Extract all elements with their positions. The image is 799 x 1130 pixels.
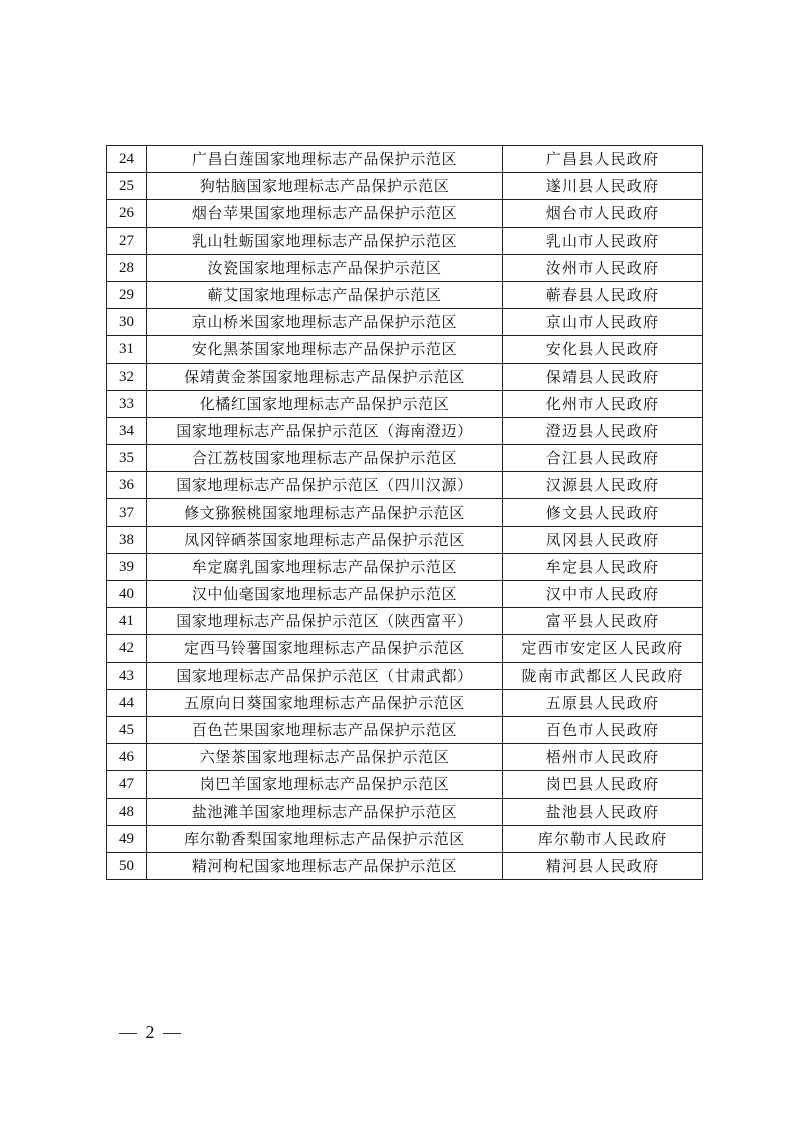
government-name: 澄迈县人民政府 bbox=[503, 417, 703, 444]
table-row bbox=[107, 662, 703, 689]
table-row bbox=[107, 744, 703, 771]
table-row bbox=[107, 281, 703, 308]
table-row bbox=[107, 336, 703, 363]
row-number: 35 bbox=[107, 445, 147, 472]
government-name: 广昌县人民政府 bbox=[503, 146, 703, 173]
row-number: 49 bbox=[107, 825, 147, 852]
row-number: 36 bbox=[107, 472, 147, 499]
table-row bbox=[107, 472, 703, 499]
government-name: 岗巴县人民政府 bbox=[503, 771, 703, 798]
zone-name: 合江荔枝国家地理标志产品保护示范区 bbox=[147, 445, 503, 472]
zone-name: 乳山牡蛎国家地理标志产品保护示范区 bbox=[147, 227, 503, 254]
zone-name: 保靖黄金茶国家地理标志产品保护示范区 bbox=[147, 363, 503, 390]
zone-name: 烟台苹果国家地理标志产品保护示范区 bbox=[147, 200, 503, 227]
row-number: 24 bbox=[107, 146, 147, 173]
government-name: 烟台市人民政府 bbox=[503, 200, 703, 227]
row-number: 39 bbox=[107, 553, 147, 580]
table-row bbox=[107, 771, 703, 798]
government-name: 乳山市人民政府 bbox=[503, 227, 703, 254]
row-number: 50 bbox=[107, 852, 147, 879]
table-row bbox=[107, 635, 703, 662]
zone-name: 化橘红国家地理标志产品保护示范区 bbox=[147, 390, 503, 417]
page-number: — 2 — bbox=[119, 1022, 183, 1042]
row-number: 33 bbox=[107, 390, 147, 417]
zone-name: 定西马铃薯国家地理标志产品保护示范区 bbox=[147, 635, 503, 662]
government-name: 京山市人民政府 bbox=[503, 309, 703, 336]
zone-name: 百色芒果国家地理标志产品保护示范区 bbox=[147, 716, 503, 743]
row-number: 41 bbox=[107, 608, 147, 635]
table-row bbox=[107, 417, 703, 444]
zone-name: 国家地理标志产品保护示范区（海南澄迈） bbox=[147, 417, 503, 444]
table-row bbox=[107, 200, 703, 227]
zone-name: 盐池滩羊国家地理标志产品保护示范区 bbox=[147, 798, 503, 825]
government-name: 百色市人民政府 bbox=[503, 716, 703, 743]
government-name: 汉中市人民政府 bbox=[503, 581, 703, 608]
row-number: 25 bbox=[107, 173, 147, 200]
table-row bbox=[107, 553, 703, 580]
zone-name: 狗牯脑国家地理标志产品保护示范区 bbox=[147, 173, 503, 200]
government-name: 盐池县人民政府 bbox=[503, 798, 703, 825]
row-number: 43 bbox=[107, 662, 147, 689]
government-name: 定西市安定区人民政府 bbox=[503, 635, 703, 662]
table-row bbox=[107, 716, 703, 743]
zone-name: 六堡茶国家地理标志产品保护示范区 bbox=[147, 744, 503, 771]
table-body bbox=[107, 146, 703, 880]
table-row bbox=[107, 390, 703, 417]
row-number: 30 bbox=[107, 309, 147, 336]
table-row bbox=[107, 689, 703, 716]
row-number: 47 bbox=[107, 771, 147, 798]
table-row bbox=[107, 363, 703, 390]
zone-name: 汝瓷国家地理标志产品保护示范区 bbox=[147, 254, 503, 281]
row-number: 44 bbox=[107, 689, 147, 716]
zone-name: 蕲艾国家地理标志产品保护示范区 bbox=[147, 281, 503, 308]
table-row bbox=[107, 227, 703, 254]
row-number: 38 bbox=[107, 526, 147, 553]
zone-name: 安化黑茶国家地理标志产品保护示范区 bbox=[147, 336, 503, 363]
zone-name: 京山桥米国家地理标志产品保护示范区 bbox=[147, 309, 503, 336]
row-number: 46 bbox=[107, 744, 147, 771]
demonstration-zone-table bbox=[106, 145, 703, 880]
row-number: 27 bbox=[107, 227, 147, 254]
table-row bbox=[107, 499, 703, 526]
government-name: 凤冈县人民政府 bbox=[503, 526, 703, 553]
row-number: 34 bbox=[107, 417, 147, 444]
zone-name: 国家地理标志产品保护示范区（甘肃武都） bbox=[147, 662, 503, 689]
table-row bbox=[107, 445, 703, 472]
zone-name: 汉中仙毫国家地理标志产品保护示范区 bbox=[147, 581, 503, 608]
table-row bbox=[107, 526, 703, 553]
government-name: 精河县人民政府 bbox=[503, 852, 703, 879]
row-number: 45 bbox=[107, 716, 147, 743]
zone-name: 修文猕猴桃国家地理标志产品保护示范区 bbox=[147, 499, 503, 526]
government-name: 汝州市人民政府 bbox=[503, 254, 703, 281]
government-name: 修文县人民政府 bbox=[503, 499, 703, 526]
zone-name: 岗巴羊国家地理标志产品保护示范区 bbox=[147, 771, 503, 798]
government-name: 库尔勒市人民政府 bbox=[503, 825, 703, 852]
zone-name: 广昌白莲国家地理标志产品保护示范区 bbox=[147, 146, 503, 173]
government-name: 遂川县人民政府 bbox=[503, 173, 703, 200]
government-name: 蕲春县人民政府 bbox=[503, 281, 703, 308]
table-row bbox=[107, 581, 703, 608]
government-name: 合江县人民政府 bbox=[503, 445, 703, 472]
table-row bbox=[107, 608, 703, 635]
zone-name: 库尔勒香梨国家地理标志产品保护示范区 bbox=[147, 825, 503, 852]
zone-name: 国家地理标志产品保护示范区（陕西富平） bbox=[147, 608, 503, 635]
row-number: 26 bbox=[107, 200, 147, 227]
government-name: 梧州市人民政府 bbox=[503, 744, 703, 771]
row-number: 42 bbox=[107, 635, 147, 662]
table-row bbox=[107, 309, 703, 336]
row-number: 48 bbox=[107, 798, 147, 825]
zone-name: 五原向日葵国家地理标志产品保护示范区 bbox=[147, 689, 503, 716]
table-row bbox=[107, 254, 703, 281]
government-name: 五原县人民政府 bbox=[503, 689, 703, 716]
table-row bbox=[107, 852, 703, 879]
zone-name: 牟定腐乳国家地理标志产品保护示范区 bbox=[147, 553, 503, 580]
row-number: 28 bbox=[107, 254, 147, 281]
row-number: 37 bbox=[107, 499, 147, 526]
table-row bbox=[107, 146, 703, 173]
row-number: 31 bbox=[107, 336, 147, 363]
zone-name: 国家地理标志产品保护示范区（四川汉源） bbox=[147, 472, 503, 499]
government-name: 牟定县人民政府 bbox=[503, 553, 703, 580]
table-row bbox=[107, 173, 703, 200]
zone-name: 精河枸杞国家地理标志产品保护示范区 bbox=[147, 852, 503, 879]
government-name: 化州市人民政府 bbox=[503, 390, 703, 417]
government-name: 汉源县人民政府 bbox=[503, 472, 703, 499]
row-number: 40 bbox=[107, 581, 147, 608]
government-name: 富平县人民政府 bbox=[503, 608, 703, 635]
table-row bbox=[107, 798, 703, 825]
table-row bbox=[107, 825, 703, 852]
government-name: 陇南市武都区人民政府 bbox=[503, 662, 703, 689]
zone-name: 凤冈锌硒茶国家地理标志产品保护示范区 bbox=[147, 526, 503, 553]
row-number: 32 bbox=[107, 363, 147, 390]
government-name: 保靖县人民政府 bbox=[503, 363, 703, 390]
row-number: 29 bbox=[107, 281, 147, 308]
government-name: 安化县人民政府 bbox=[503, 336, 703, 363]
